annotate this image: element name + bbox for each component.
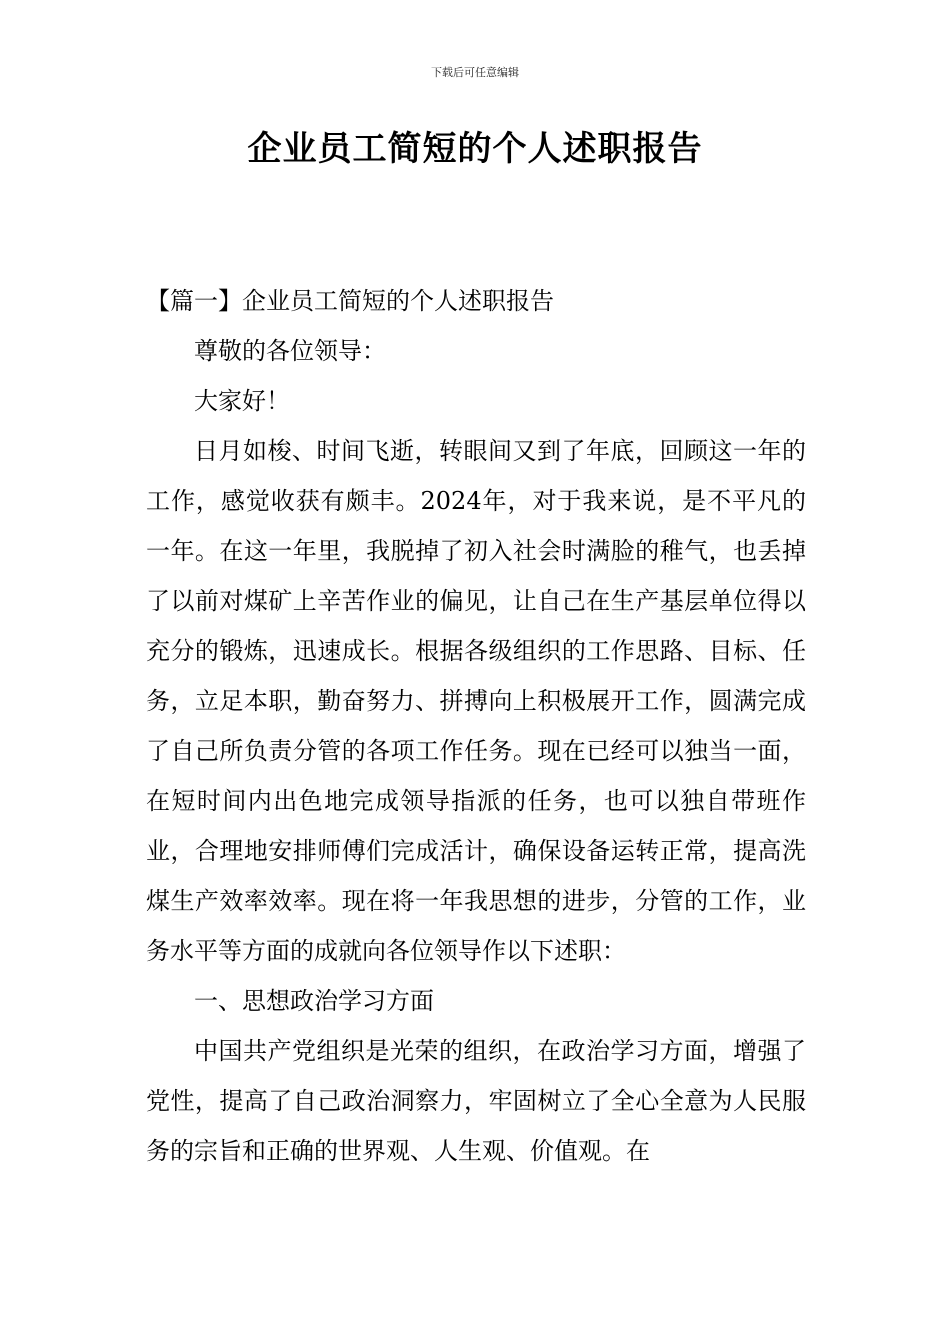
document-title: 企业员工简短的个人述职报告 <box>247 129 703 169</box>
paragraph: 日月如梭、时间飞逝，转眼间又到了年底，回顾这一年的工作，感觉收获有颇丰。2024年，对于我来说，是不平凡的一年。在这一年里，我脱掉了初入社会时满脸的稚气，也丢掉了以前对煤矿上辛苦作业的偏见，让自己在生产基层单位得以充分的锻炼，迅速成长。根据各级组织的工作思路、目标、任务，立足本职，勤奋努力、拼搏向上积极展开工作，圆满完成了自己所负责分管的各项工作任务。现在已经可以独当一面，在短时间内出色地完成领导指派的任务，也可以独自带班作业，合理地安排师傅们完成活计，确保设备运转正常，提高洗煤生产效率效率。现在将一年我思想的进步，分管的工作，业务水平等方面的成就向各位领导作以下述职： <box>146 437 806 965</box>
header-note: 下载后可任意编辑 <box>431 66 519 79</box>
paragraph: 中国共产党组织是光荣的组织，在政治学习方面，增强了党性，提高了自己政治洞察力，牢固树立了全心全意为人民服务的宗旨和正确的世界观、人生观、价值观。在 <box>146 1037 806 1165</box>
section-heading: 【篇一】企业员工简短的个人述职报告 <box>146 287 554 315</box>
greeting: 大家好！ <box>194 387 290 415</box>
salutation: 尊敬的各位领导： <box>194 337 386 365</box>
subheading: 一、思想政治学习方面 <box>194 987 434 1015</box>
document-body <box>146 276 806 1176</box>
